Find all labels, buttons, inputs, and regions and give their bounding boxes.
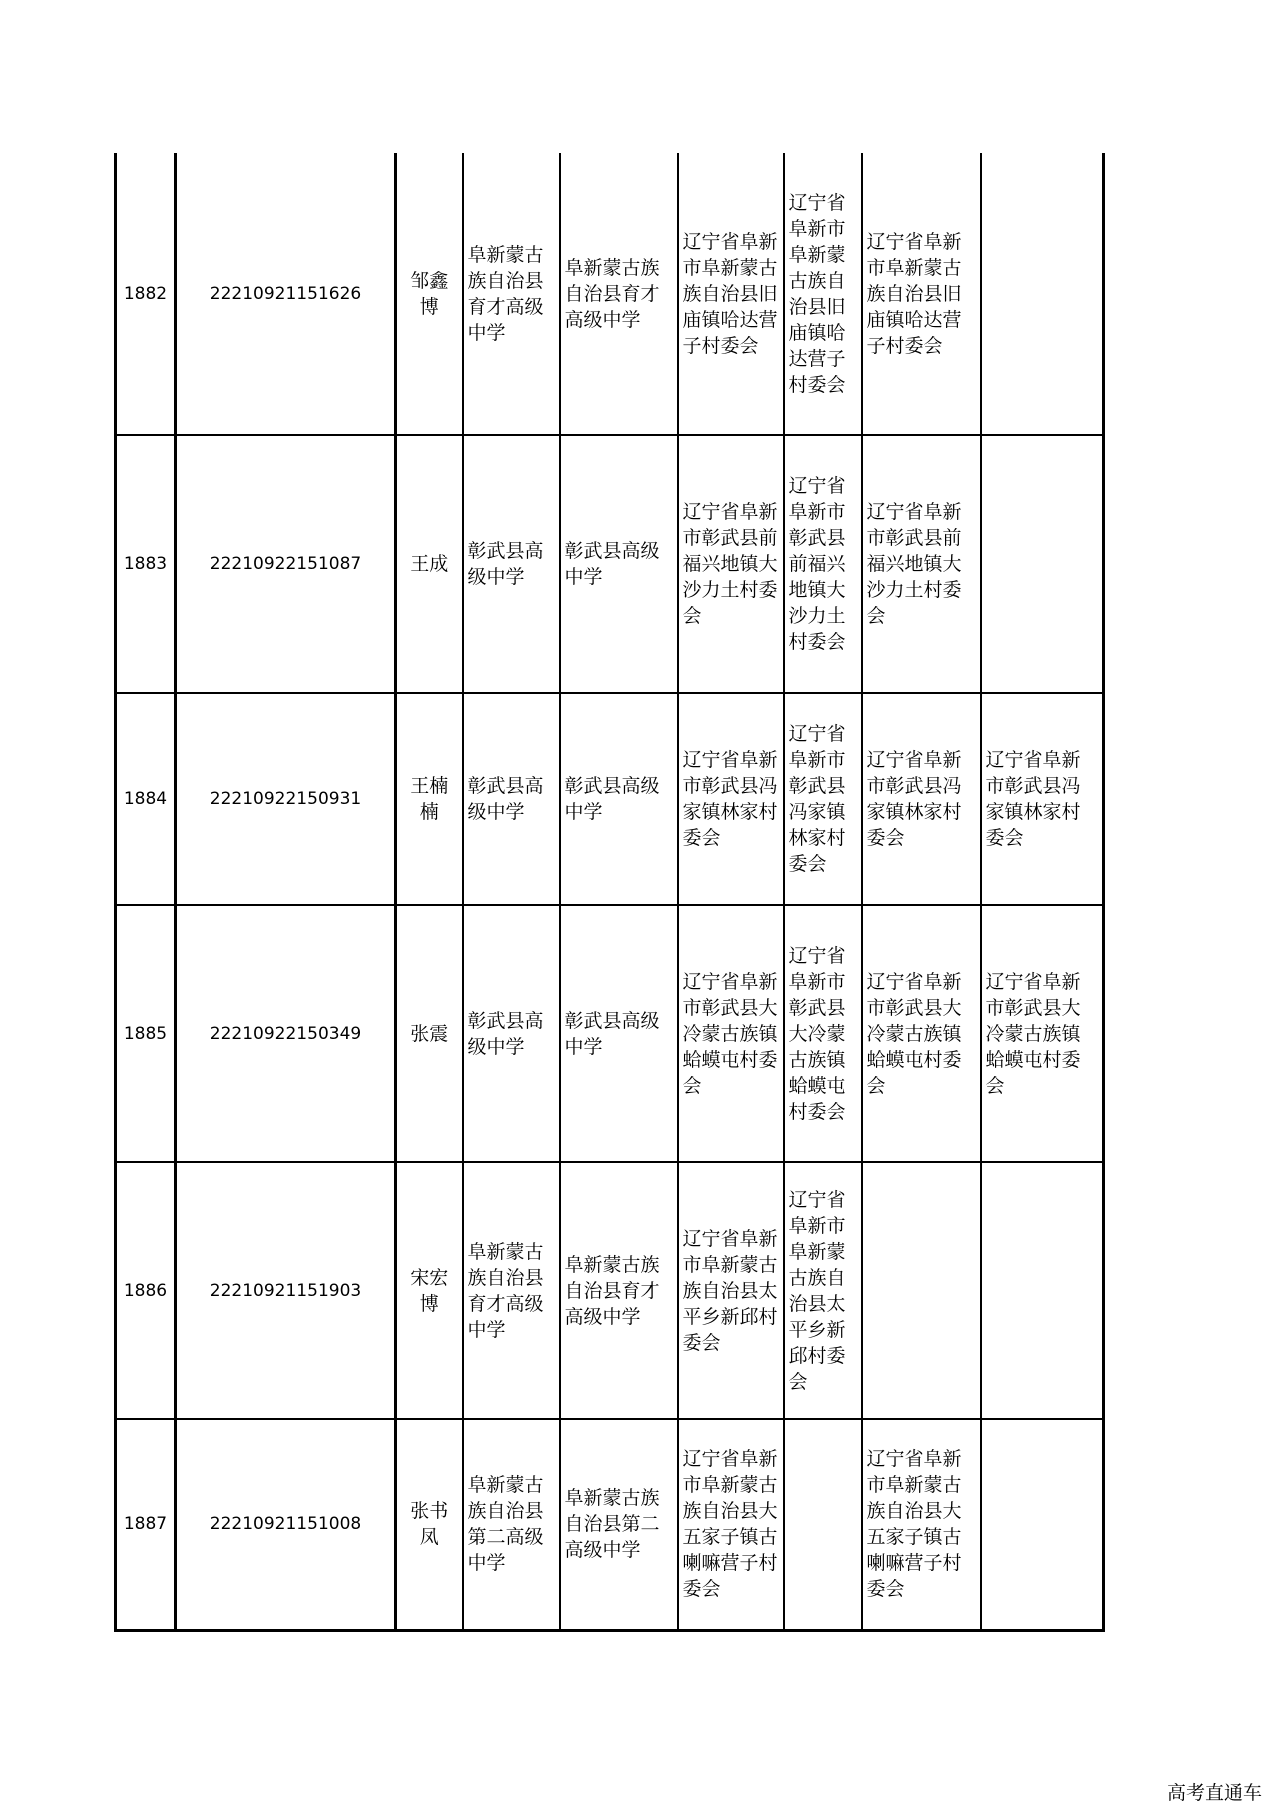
graduation-school-cell: 彰武县高级中学 — [560, 905, 678, 1162]
residence-address-cell: 辽宁省阜新市彰武县冯家镇林家村委会 — [862, 693, 981, 905]
table-row — [116, 905, 1104, 1162]
exam-number-cell: 22210922151087 — [176, 435, 396, 693]
table-row — [116, 153, 1104, 435]
graduation-school-cell: 彰武县高级中学 — [560, 693, 678, 905]
name-cell: 宋宏博 — [396, 1162, 463, 1419]
household-address-cell: 辽宁省阜新市彰武县前福兴地镇大沙力土村委会 — [678, 435, 784, 693]
household-address-cell: 辽宁省阜新市彰武县冯家镇林家村委会 — [678, 693, 784, 905]
residence-address-cell: 辽宁省阜新市彰武县大冷蒙古族镇蛤蟆屯村委会 — [862, 905, 981, 1162]
residence-address-cell: 辽宁省阜新市阜新蒙古族自治县旧庙镇哈达营子村委会 — [862, 153, 981, 435]
parent-address-cell: 辽宁省阜新市彰武县前福兴地镇大沙力土村委会 — [784, 435, 862, 693]
table-row — [116, 435, 1104, 693]
household-address-cell: 辽宁省阜新市彰武县大冷蒙古族镇蛤蟆屯村委会 — [678, 905, 784, 1162]
household-address-cell: 辽宁省阜新市阜新蒙古族自治县大五家子镇古喇嘛营子村委会 — [678, 1419, 784, 1630]
household-address-cell: 辽宁省阜新市阜新蒙古族自治县太平乡新邱村委会 — [678, 1162, 784, 1419]
parent-address-cell — [784, 1419, 862, 1630]
exam-number-cell: 22210921151903 — [176, 1162, 396, 1419]
admission-table — [114, 153, 1105, 1632]
school-cell: 阜新蒙古族自治县育才高级中学 — [463, 1162, 560, 1419]
graduation-school-cell: 彰武县高级中学 — [560, 435, 678, 693]
exam-number-cell: 22210921151626 — [176, 153, 396, 435]
parent-address-cell: 辽宁省阜新市彰武县冯家镇林家村委会 — [784, 693, 862, 905]
graduation-school-cell: 阜新蒙古族自治县第二高级中学 — [560, 1419, 678, 1630]
other-address-cell — [981, 1162, 1104, 1419]
school-cell: 阜新蒙古族自治县育才高级中学 — [463, 153, 560, 435]
school-cell: 彰武县高级中学 — [463, 905, 560, 1162]
other-address-cell: 辽宁省阜新市彰武县大冷蒙古族镇蛤蟆屯村委会 — [981, 905, 1104, 1162]
name-cell: 张书凤 — [396, 1419, 463, 1630]
school-cell: 彰武县高级中学 — [463, 435, 560, 693]
parent-address-cell: 辽宁省阜新市彰武县大冷蒙古族镇蛤蟆屯村委会 — [784, 905, 862, 1162]
name-cell: 王楠楠 — [396, 693, 463, 905]
table-row — [116, 1162, 1104, 1419]
school-cell: 阜新蒙古族自治县第二高级中学 — [463, 1419, 560, 1630]
graduation-school-cell: 阜新蒙古族自治县育才高级中学 — [560, 153, 678, 435]
residence-address-cell: 辽宁省阜新市阜新蒙古族自治县大五家子镇古喇嘛营子村委会 — [862, 1419, 981, 1630]
watermark-text: 高考直通车 — [1166, 1782, 1262, 1804]
seq-cell: 1882 — [116, 153, 176, 435]
table-row — [116, 693, 1104, 905]
residence-address-cell — [862, 1162, 981, 1419]
exam-number-cell: 22210922150349 — [176, 905, 396, 1162]
table-row — [116, 1419, 1104, 1630]
other-address-cell: 辽宁省阜新市彰武县冯家镇林家村委会 — [981, 693, 1104, 905]
exam-number-cell: 22210922150931 — [176, 693, 396, 905]
other-address-cell — [981, 153, 1104, 435]
residence-address-cell: 辽宁省阜新市彰武县前福兴地镇大沙力土村委会 — [862, 435, 981, 693]
seq-cell: 1887 — [116, 1419, 176, 1630]
graduation-school-cell: 阜新蒙古族自治县育才高级中学 — [560, 1162, 678, 1419]
parent-address-cell: 辽宁省阜新市阜新蒙古族自治县旧庙镇哈达营子村委会 — [784, 153, 862, 435]
other-address-cell — [981, 1419, 1104, 1630]
seq-cell: 1885 — [116, 905, 176, 1162]
school-cell: 彰武县高级中学 — [463, 693, 560, 905]
name-cell: 邹鑫博 — [396, 153, 463, 435]
exam-number-cell: 22210921151008 — [176, 1419, 396, 1630]
name-cell: 张震 — [396, 905, 463, 1162]
name-cell: 王成 — [396, 435, 463, 693]
other-address-cell — [981, 435, 1104, 693]
parent-address-cell: 辽宁省阜新市阜新蒙古族自治县太平乡新邱村委会 — [784, 1162, 862, 1419]
seq-cell: 1883 — [116, 435, 176, 693]
seq-cell: 1886 — [116, 1162, 176, 1419]
seq-cell: 1884 — [116, 693, 176, 905]
household-address-cell: 辽宁省阜新市阜新蒙古族自治县旧庙镇哈达营子村委会 — [678, 153, 784, 435]
